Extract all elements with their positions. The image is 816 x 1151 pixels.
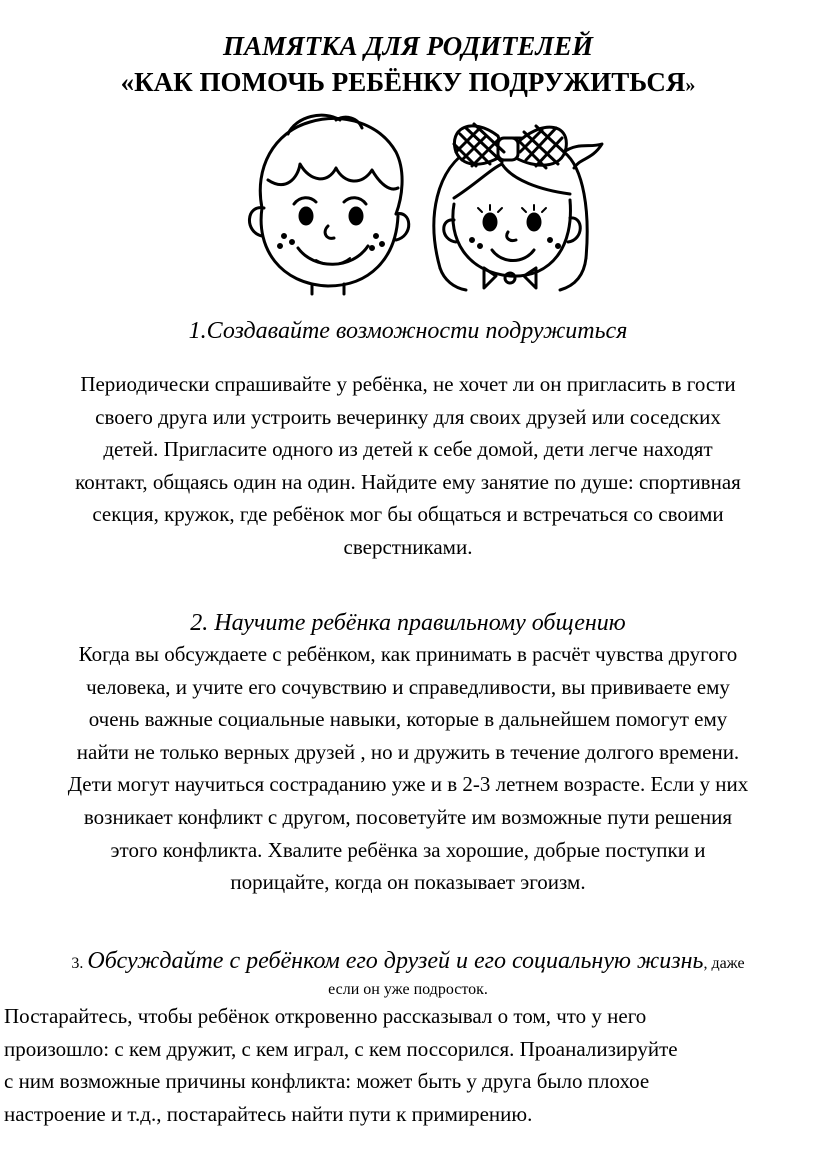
paragraph-line: найти не только верных друзей , но и дружить в течение долгого времени. xyxy=(76,739,740,764)
section-1-heading: 1.Создавайте возможности подружиться xyxy=(188,318,628,344)
section-3-subline: если он уже подросток. xyxy=(328,981,488,998)
paragraph-line: детей. Пригласите одного из детей к себе домой, дети легче находят xyxy=(103,437,713,462)
section-1-paragraph xyxy=(0,368,816,564)
section-3-heading xyxy=(0,946,816,979)
paragraph-line: человека, и учите его сочувствию и справедливости, вы прививаете ему xyxy=(86,674,730,699)
section-3-heading-text: Обсуждайте с ребёнком его друзей и его социальную жизнь xyxy=(87,948,704,974)
section-2-heading: 2. Научите ребёнка правильному общению xyxy=(190,610,626,636)
title-line-2-text: КАК ПОМОЧЬ РЕБЁНКУ ПОДРУЖИТЬСЯ xyxy=(134,67,686,97)
paragraph-line: Постарайтесь, чтобы ребёнок откровенно рассказывал о том, что у него xyxy=(4,1004,647,1028)
title-quote-close: » xyxy=(685,74,696,96)
paragraph-line: очень важные социальные навыки, которые в дальнейшем помогут ему xyxy=(88,707,728,732)
paragraph-line: своего друга или устроить вечеринку для своих друзей или соседских xyxy=(95,404,721,429)
children-illustration xyxy=(240,108,610,298)
paragraph-line: контакт, общаясь один на один. Найдите ему занятие по душе: спортивная xyxy=(75,469,741,494)
section-3-paragraph xyxy=(4,1000,812,1130)
page-title xyxy=(0,28,816,103)
section-3-number: 3. xyxy=(71,955,84,972)
paragraph-line: произошло: с кем дружит, с кем играл, с кем поссорился. Проанализируйте xyxy=(4,1036,678,1061)
paragraph-line: Периодически спрашивайте у ребёнка, не хочет ли он пригласить в гости xyxy=(80,372,736,396)
paragraph-line: Когда вы обсуждаете с ребёнком, как принимать в расчёт чувства другого xyxy=(78,642,738,666)
paragraph-line: с ним возможные причины конфликта: может быть у друга было плохое xyxy=(4,1069,650,1094)
paragraph-line: секция, кружок, где ребёнок мог бы общаться и встречаться со своими xyxy=(92,502,724,527)
girl-face-with-bow-icon xyxy=(434,124,602,290)
title-line-1: ПАМЯТКА ДЛЯ РОДИТЕЛЕЙ xyxy=(223,31,593,61)
paragraph-line: порицайте, когда он показывает эгоизм. xyxy=(230,870,586,895)
paragraph-line: возникает конфликт с другом, посоветуйте им возможные пути решения xyxy=(83,804,733,829)
paragraph-line: настроение и т.д., постарайтесь найти пути к примирению. xyxy=(4,1101,533,1126)
section-2-paragraph xyxy=(0,638,816,899)
paragraph-line: сверстниками. xyxy=(343,534,473,559)
boy-face-icon xyxy=(249,115,408,294)
paragraph-line: Дети могут научиться состраданию уже и в 2-3 летнем возрасте. Если у них xyxy=(67,772,749,797)
title-line-2 xyxy=(0,64,816,103)
title-quote-open: « xyxy=(120,67,135,97)
section-3-heading-tail: , даже xyxy=(703,955,745,972)
paragraph-line: этого конфликта. Хвалите ребёнка за хорошие, добрые поступки и xyxy=(110,837,706,862)
